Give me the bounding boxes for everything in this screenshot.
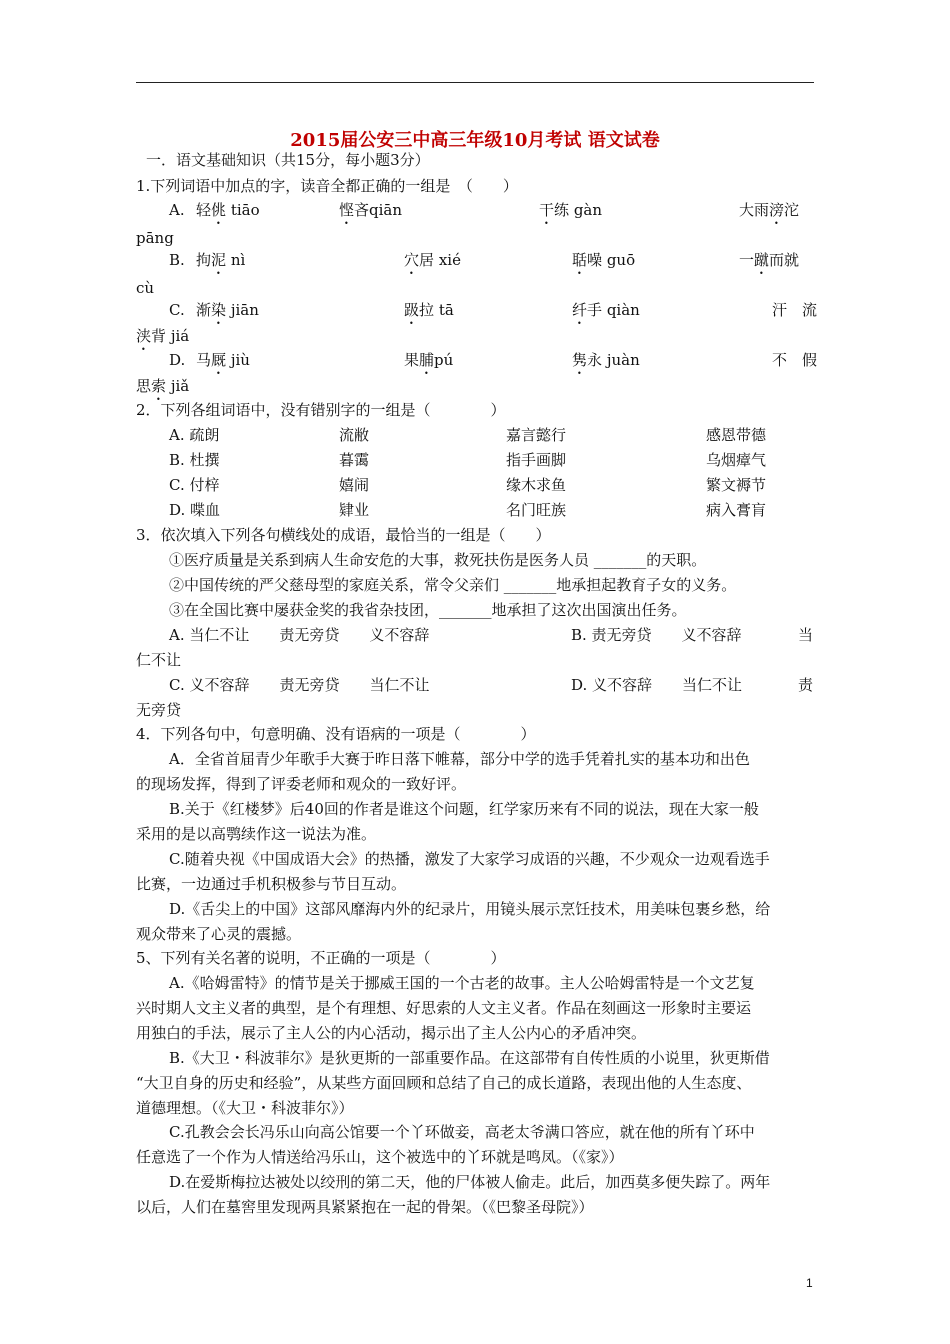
section-heading: 一．语文基础知识（共15分，每小题3分） [146,151,430,169]
q4-option-d: D.《舌尖上的中国》这部风靡海内外的纪录片，用镜头展示烹饪技术，用美味包裹乡愁，给 [169,900,771,918]
q1-a-word4: 大雨滂沱 [739,201,800,219]
q5-option-c: C.孔教会会长冯乐山向高公馆要一个丫环做妾，高老太爷满口答应，就在他的所有丫环中 [169,1123,755,1141]
q5-option-a: A.《哈姆雷特》的情节是关于挪威王国的一个古老的故事。主人公哈姆雷特是一个文艺复 [169,974,755,992]
page-number: 1 [806,1276,813,1290]
q5-option-d: D.在爱斯梅拉达被处以绞刑的第二天，他的尸体被人偷走。此后，加西莫多便失踪了。两年 [169,1173,771,1191]
q3-options-ab: A. 当仁不让 责无旁贷 义不容辞 B. 责无旁贷 义不容辞 当 [169,626,814,644]
q5-stem: 5、下列有关名著的说明，不正确的一项是（ ） [136,949,506,967]
q3-stem: 3．依次填入下列各句横线处的成语，最恰当的一组是（ ） [136,526,551,544]
q4-option-c: C.随着央视《中国成语大会》的热播，激发了大家学习成语的兴趣，不少观众一边观看选手 [169,850,770,868]
q2-option-c: C. 付梓 嬉闹 缘木求鱼 繁文褥节 [169,476,767,494]
q3-sentence-1: ①医疗质量是关系到病人生命安危的大事，救死扶伤是医务人员 _______的天职。 [169,551,707,569]
q1-option-a: A. 轻佻 tiāo 悭吝qiān 干练 gàn 大雨滂沱 [0,200,950,220]
exam-title: 2015届公安三中高三年级10月考试 语文试卷 [290,130,660,151]
q2-option-d: D. 喋血 肄业 名门旺族 病入膏肓 [169,501,767,519]
q4-option-a: A．全省首届青少年歌手大赛于昨日落下帷幕，部分中学的选手凭着扎实的基本功和出色 [169,750,750,768]
q3-sentence-3: ③在全国比赛中屡获金奖的我省杂技团，_______地承担了这次出国演出任务。 [169,601,687,619]
q3-options-cd: C. 义不容辞 责无旁贷 当仁不让 D. 义不容辞 当仁不让 责 [169,676,814,694]
q5-option-b: B.《大卫・科波菲尔》是狄更斯的一部重要作品。在这部带有自传性质的小说里，狄更斯借 [169,1049,770,1067]
q4-stem: 4．下列各句中，句意明确、没有语病的一项是（ ） [136,725,536,743]
q1-stem: 1.下列词语中加点的字，读音全都正确的一组是 （ ） [136,177,518,195]
q2-option-b: B. 杜撰 暮霭 指手画脚 乌烟瘴气 [169,451,767,469]
header-rule [136,82,814,83]
q2-option-a: A. 疏朗 流敝 嘉言懿行 感恩带德 [169,426,767,444]
q1-option-b: B. 拘泥 nì 穴居 xié 聒噪 guō 一蹴而就 [169,251,800,269]
q4-option-b: B.关于《红楼梦》后40回的作者是谁这个问题，红学家历来有不同的说法，现在大家一般 [169,800,759,818]
q3-sentence-2: ②中国传统的严父慈母型的家庭关系，常令父亲们 _______地承担起教育子女的义务。 [169,576,737,594]
q1-option-c: C. 渐染 jiān 趿拉 tā 纤手 qiàn 汗 流 [169,301,818,319]
q2-stem: 2．下列各组词语中，没有错别字的一组是（ ） [136,401,506,419]
q1-option-d: D. 马厩 jiù 果脯pú 隽永 juàn 不 假 [169,351,818,369]
